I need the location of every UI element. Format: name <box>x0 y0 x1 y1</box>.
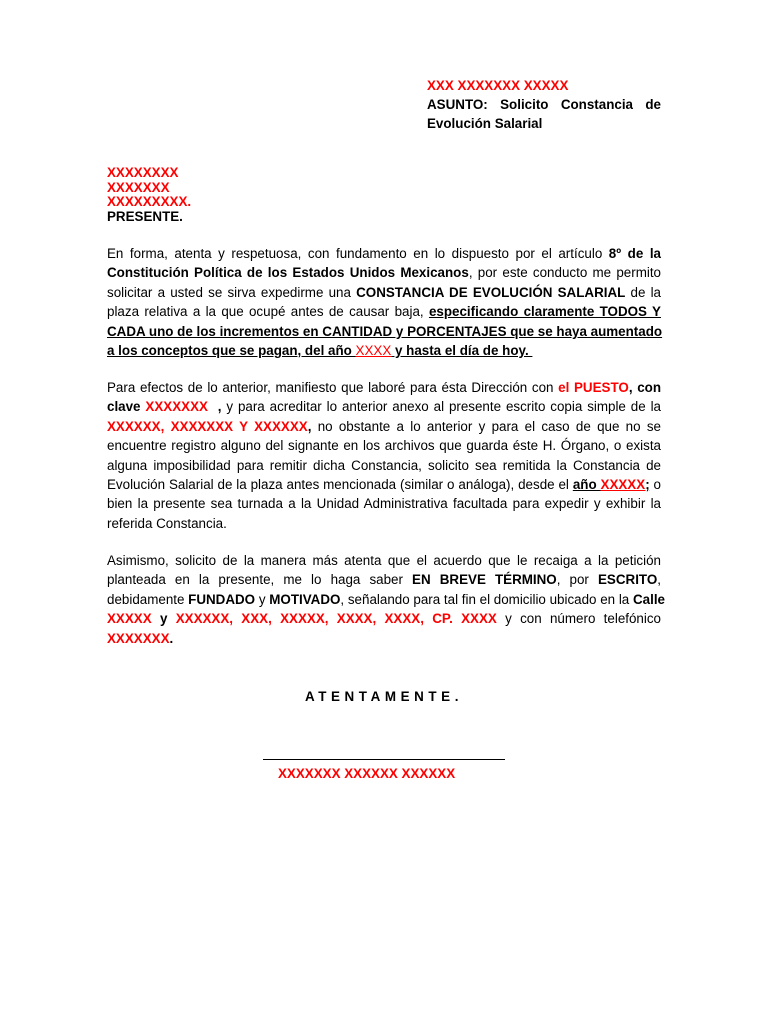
subject-word: Solicito <box>500 97 549 112</box>
text-bold: y <box>151 611 176 627</box>
paragraph-2 <box>107 378 661 533</box>
text-bold: Calle <box>632 591 665 607</box>
text: alguna imposibilidad para remitir dicha Constancia, solicito sea remitida la Constancia de <box>107 457 661 473</box>
text-bold: , <box>207 399 222 415</box>
text: bien la presente sea turnada a la Unidad Administrativa facultada para expedir y exhibir la <box>107 496 661 512</box>
subject-line-2: Evolución Salarial <box>427 116 543 132</box>
text: , señalando para tal fin el domicilio ubicado en la <box>340 591 633 607</box>
subject-block <box>427 95 661 134</box>
text: planteada en la presente, me lo haga saber <box>107 572 413 588</box>
text: y para acreditar lo anterior anexo al presente escrito copia simple de la <box>221 399 661 415</box>
text-bold: EN BREVE TÉRMINO <box>412 572 557 588</box>
text: encuentre registro alguno del signante en los archivos que guarda éste H. Órgano, o exista <box>107 438 661 454</box>
addressee-line: XXXXXXXX <box>107 165 179 180</box>
recipient-code: XXX XXXXXXX XXXXX <box>427 78 569 93</box>
text-bold-underline: y hasta el día de hoy. <box>391 342 533 358</box>
text: no obstante a lo anterior y para el caso de que no se <box>311 418 661 434</box>
paragraph-1 <box>107 244 661 360</box>
text: y <box>255 591 270 607</box>
text-bold: FUNDADO <box>188 591 256 607</box>
placeholder-puesto: el PUESTO <box>558 380 629 395</box>
text: y con número telefónico <box>496 611 661 627</box>
text-bold-underline: a los conceptos que se pagan, del año <box>107 342 356 358</box>
text: o <box>649 476 661 492</box>
addressee-line: XXXXXXX <box>107 179 170 195</box>
text: plaza relativa a la que ocupé antes de causar baja, <box>107 304 429 320</box>
text-bold-underline: año <box>572 476 601 492</box>
text: , <box>657 572 661 588</box>
placeholder-clave: XXXXXXX <box>145 399 208 415</box>
salutation: ATENTAMENTE. <box>304 689 464 704</box>
text-bold: , con <box>628 380 661 395</box>
text-bold-underline: especificando claramente TODOS Y <box>428 304 661 320</box>
placeholder-phone: XXXXXXX <box>107 630 170 646</box>
addressee-line: XXXXXXXXX. <box>107 194 192 210</box>
text-bold: Constitución Política de los Estados Unidos Mexicanos <box>107 265 469 281</box>
text: , por este conducto me permito <box>468 265 661 281</box>
text-bold: CONSTANCIA DE EVOLUCIÓN SALARIAL <box>356 284 626 300</box>
paragraph-3 <box>107 551 665 648</box>
text-bold: , <box>307 418 312 434</box>
signature-line <box>263 759 505 760</box>
text-bold-underline: CADA uno de los incrementos en CANTIDAD y PORCENTAJES que se haya aumentado <box>107 323 663 339</box>
text-bold: . <box>169 630 174 646</box>
text-bold: 8º de la <box>608 246 661 261</box>
text: En forma, atenta y respetuosa, con fundamento en lo dispuesto por el artículo <box>107 246 609 261</box>
text-bold: ESCRITO <box>597 572 658 588</box>
addressee-block <box>107 166 191 224</box>
text-bold-underline: ; <box>645 476 650 492</box>
placeholder-address: XXXXXX, XXX, XXXXX, XXXX, XXXX, CP. XXXX <box>175 611 497 627</box>
text: Evolución Salarial de la plaza antes mencionada (similar o análoga), desde el <box>107 476 573 492</box>
text: , por <box>556 572 598 588</box>
text-bold: MOTIVADO <box>269 591 341 607</box>
text: Asimismo, solicito de la manera más atenta que el acuerdo que le recaiga a la petición <box>107 553 661 568</box>
text: Para efectos de lo anterior, manifiesto que laboré para ésta Dirección con <box>107 380 559 395</box>
placeholder-year: XXXXX <box>600 476 646 492</box>
addressee-presente: PRESENTE. <box>107 208 183 224</box>
subject-word: de <box>645 97 661 112</box>
text: solicitar a usted se sirva expedirme una <box>107 284 357 300</box>
text: debidamente <box>107 591 189 607</box>
text: referida Constancia. <box>107 515 227 531</box>
subject-label: ASUNTO: <box>427 97 488 112</box>
signer-name: XXXXXXX XXXXXX XXXXXX <box>278 766 456 781</box>
placeholder-documents: XXXXXX, XXXXXXX Y XXXXXX <box>107 418 308 434</box>
subject-word: Constancia <box>560 97 633 112</box>
text: de la <box>625 284 661 300</box>
text-bold: clave <box>107 399 146 415</box>
placeholder-street: XXXXX <box>107 611 152 627</box>
placeholder-year: XXXX <box>355 342 392 358</box>
